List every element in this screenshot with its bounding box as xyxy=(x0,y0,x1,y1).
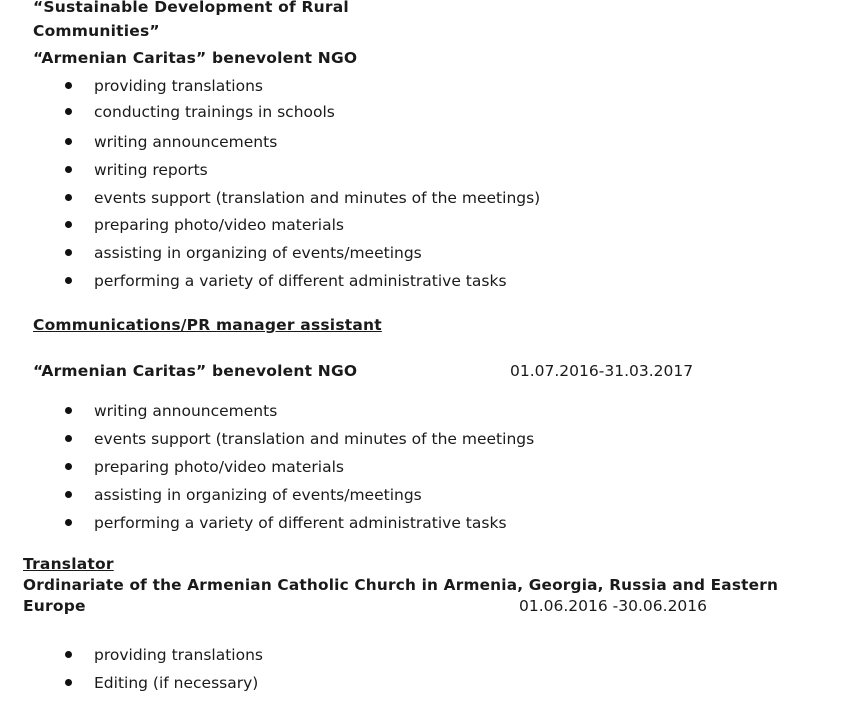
job-title: Communications/PR manager assistant xyxy=(33,316,382,334)
project-title-line2: Communities” xyxy=(33,22,160,40)
list-item: conducting trainings in schools xyxy=(64,102,540,122)
job-title: Translator xyxy=(23,555,114,573)
list-item: events support (translation and minutes of the meetings xyxy=(64,429,534,449)
list-item: assisting in organizing of events/meetings xyxy=(64,485,534,505)
organization-name-line1: Ordinariate of the Armenian Catholic Church in Armenia, Georgia, Russia and Eastern xyxy=(23,576,779,594)
list-item: assisting in organizing of events/meetings xyxy=(64,243,540,263)
duties-list xyxy=(64,401,534,533)
employment-dates: 01.07.2016-31.03.2017 xyxy=(510,362,694,380)
organization-name-line2: Europe xyxy=(23,597,86,615)
duties-list xyxy=(64,645,263,693)
project-title-line1: “Sustainable Development of Rural xyxy=(33,0,349,16)
list-item: performing a variety of different administrative tasks xyxy=(64,271,540,291)
list-item: events support (translation and minutes of the meetings) xyxy=(64,188,540,208)
list-item: writing announcements xyxy=(64,401,534,421)
list-item: performing a variety of different administrative tasks xyxy=(64,513,534,533)
list-item: writing announcements xyxy=(64,132,540,152)
list-item: preparing photo/video materials xyxy=(64,457,534,477)
list-item: preparing photo/video materials xyxy=(64,215,540,235)
list-item: Editing (if necessary) xyxy=(64,673,263,693)
organization-name: “Armenian Caritas” benevolent NGO xyxy=(33,362,358,380)
list-item: providing translations xyxy=(64,645,263,665)
list-item: providing translations xyxy=(64,76,540,96)
duties-list xyxy=(64,76,540,291)
list-item: writing reports xyxy=(64,160,540,180)
organization-name: “Armenian Caritas” benevolent NGO xyxy=(33,49,358,67)
employment-dates: 01.06.2016 -30.06.2016 xyxy=(519,597,708,615)
